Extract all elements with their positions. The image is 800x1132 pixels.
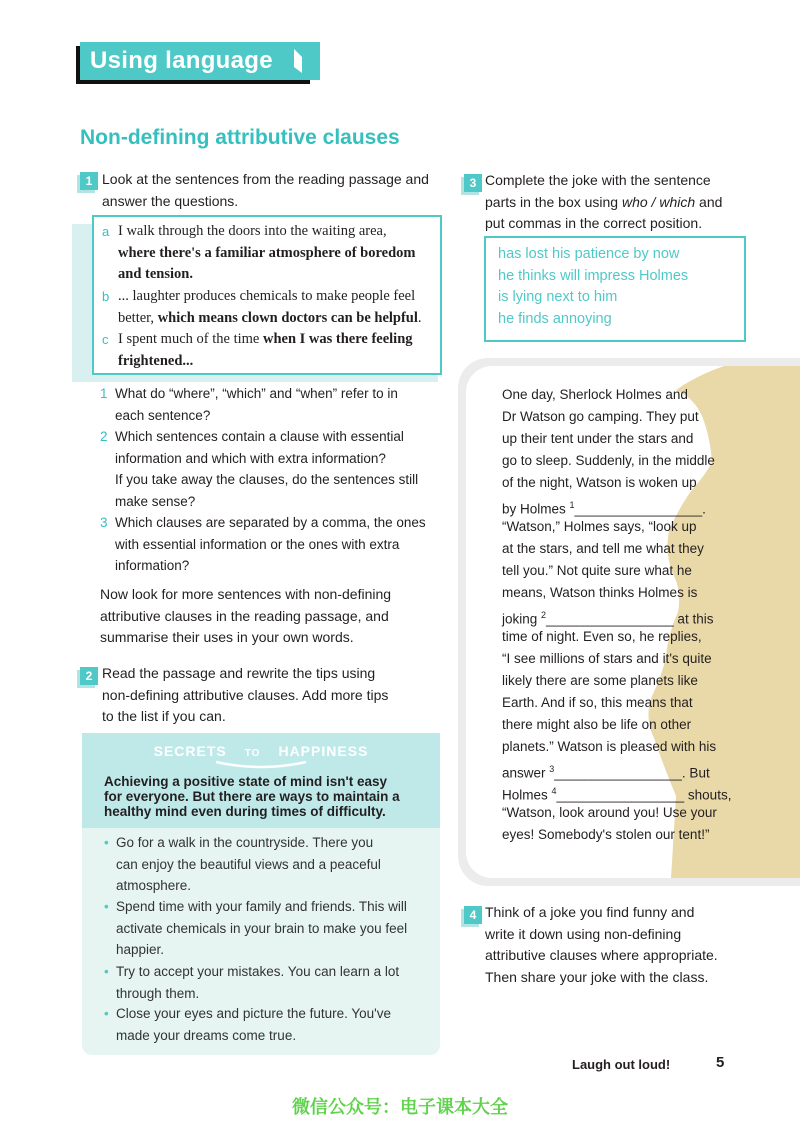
joke-line xyxy=(502,560,692,582)
example-line xyxy=(118,243,424,265)
secrets-header xyxy=(82,733,440,828)
joke-line xyxy=(502,472,697,494)
instruction-line: Read the passage and rewrite the tips using xyxy=(102,665,376,681)
instruction-run: parts in the box using xyxy=(485,193,622,210)
example-line xyxy=(118,308,424,330)
joke-line xyxy=(502,648,712,670)
joke-text-run: joking xyxy=(502,611,542,627)
example-sentence xyxy=(104,329,424,372)
followup-line: summarise their uses in your own words. xyxy=(100,629,354,645)
joke-text-run: go to sleep. Suddenly, in the middle xyxy=(502,453,715,468)
followup-line: attributive clauses in the reading passage, and xyxy=(100,607,389,624)
joke-line xyxy=(502,714,691,736)
question-line: make sense? xyxy=(115,493,196,509)
question-item xyxy=(100,512,430,577)
example-body xyxy=(118,329,424,372)
secrets-intro-line: for everyone. But there are ways to maintain a xyxy=(104,789,400,804)
sentence-part: he thinks will impress Holmes xyxy=(498,267,689,284)
joke-text-run: means, Watson thinks Holmes is xyxy=(502,585,698,600)
tip-line: Close your eyes and picture the future. You've xyxy=(116,1006,392,1021)
joke-line xyxy=(502,736,716,758)
answer-blank: _________________ at this xyxy=(546,611,714,627)
secrets-title xyxy=(82,743,440,759)
joke-text-run: Holmes xyxy=(502,787,552,803)
instruction-line: attributive clauses where appropriate. xyxy=(485,947,718,963)
question-number: 3 xyxy=(100,515,108,530)
instruction-line: answer the questions. xyxy=(102,192,239,209)
smile-curve-icon xyxy=(214,760,308,770)
bullet-icon: • xyxy=(104,1006,109,1021)
bullet-icon: • xyxy=(104,835,109,850)
joke-line xyxy=(502,626,702,648)
example-line xyxy=(118,286,424,308)
bullet-icon: • xyxy=(104,964,109,979)
instruction-line: non-defining attributive clauses. Add more tips xyxy=(102,686,389,703)
gap-number: 2 xyxy=(541,610,547,620)
joke-line xyxy=(502,384,688,406)
instruction-line: Think of a joke you find funny and xyxy=(485,904,695,920)
example-run: ... laughter produces chemicals to make people feel xyxy=(118,288,416,304)
section-banner xyxy=(76,42,320,84)
exercise-1-followup xyxy=(100,584,440,649)
question-line: If you take away the clauses, do the sentences still xyxy=(115,472,419,487)
section-title: Non-defining attributive clauses xyxy=(80,126,400,149)
example-bold: and tension. xyxy=(118,266,193,282)
instruction-line: Then share your joke with the class. xyxy=(485,968,709,985)
exercise-2-number xyxy=(80,667,98,685)
example-line xyxy=(118,264,424,286)
question-line: information and which with extra information? xyxy=(115,450,386,466)
exercise-2-instruction xyxy=(102,663,442,728)
exercise-number-badge: 4 xyxy=(464,906,482,924)
secrets-intro-line: healthy mind even during times of difficulty. xyxy=(104,804,386,819)
banner-label: Using language xyxy=(90,47,273,74)
joke-line xyxy=(502,450,715,472)
gap-number: 4 xyxy=(551,786,557,796)
secrets-title-left: SECRETS xyxy=(153,743,227,759)
sentence-part: he finds annoying xyxy=(498,310,612,327)
joke-text-run: Earth. And if so, this means that xyxy=(502,695,693,710)
joke-text-run: time of night. Even so, he replies, xyxy=(502,629,702,644)
example-run: better, xyxy=(118,309,158,326)
joke-line xyxy=(502,406,699,428)
joke-text-run: up their tent under the stars and xyxy=(502,431,694,446)
example-body xyxy=(118,221,424,286)
question-line: What do “where”, “which” and “when” refer to in xyxy=(115,386,398,401)
tip-item xyxy=(104,832,424,897)
joke-text-run: eyes! Somebody's stolen our tent!” xyxy=(502,827,710,842)
tip-text xyxy=(116,832,424,897)
gap-number: 1 xyxy=(569,500,575,510)
followup-line: Now look for more sentences with non-defining xyxy=(100,586,392,602)
question-line: information? xyxy=(115,558,190,573)
tip-line: can enjoy the beautiful views and a peaceful xyxy=(116,856,381,872)
question-number: 2 xyxy=(100,429,108,444)
wechat-watermark-text: 微信公众号：电子课本大全 xyxy=(292,1097,508,1117)
example-line xyxy=(118,221,424,243)
joke-text-run: tell you.” Not quite sure what he xyxy=(502,563,692,578)
example-sentences-box xyxy=(92,215,442,375)
answer-blank: _________________ shouts, xyxy=(556,787,732,803)
secrets-intro-line: Achieving a positive state of mind isn't easy xyxy=(104,774,388,789)
tip-item xyxy=(104,1003,424,1046)
gap-number: 3 xyxy=(549,764,555,774)
tip-line: made your dreams come true. xyxy=(116,1027,297,1043)
question-text xyxy=(115,383,430,426)
instruction-line: to the list if you can. xyxy=(102,708,226,724)
joke-text-run: “I see millions of stars and it's quite xyxy=(502,651,712,666)
joke-line xyxy=(502,824,709,846)
instruction-run: and xyxy=(695,193,723,210)
joke-line xyxy=(502,516,697,538)
joke-line xyxy=(502,802,717,824)
tip-line: Go for a walk in the countryside. There you xyxy=(116,835,374,850)
tip-line: atmosphere. xyxy=(116,878,192,893)
sentence-part: is lying next to him xyxy=(498,289,618,305)
question-line: each sentence? xyxy=(115,407,211,423)
exercise-3-number xyxy=(464,174,482,192)
banner-flag-icon xyxy=(292,49,304,73)
instruction-run: put commas in the correct position. xyxy=(485,215,703,231)
exercise-4-number xyxy=(464,906,482,924)
question-item xyxy=(100,383,430,426)
question-line: with essential information or the ones with extra xyxy=(115,536,400,552)
instruction-line: write it down using non-defining xyxy=(485,925,682,942)
example-sentence xyxy=(104,221,424,286)
joke-text-run: answer xyxy=(502,765,550,781)
secrets-to-happiness-panel xyxy=(82,733,440,1055)
question-line: Which clauses are separated by a comma, the ones xyxy=(115,515,426,530)
joke-text-run: by Holmes xyxy=(502,501,570,517)
example-run: I walk through the doors into the waiting area, xyxy=(118,223,387,239)
exercise-1-instruction xyxy=(102,169,442,212)
tip-item xyxy=(104,896,424,961)
joke-text-run: planets.” Watson is pleased with his xyxy=(502,739,717,754)
exercise-1-number xyxy=(80,172,98,190)
example-body xyxy=(118,286,424,329)
question-number: 1 xyxy=(100,386,108,401)
instruction-line xyxy=(485,170,765,192)
secrets-intro xyxy=(104,774,424,819)
exercise-number-badge: 1 xyxy=(80,172,98,190)
joke-text-run: likely there are some planets like xyxy=(502,673,698,688)
tip-text xyxy=(116,1003,424,1046)
tip-line: Try to accept your mistakes. You can learn a lot xyxy=(116,964,400,979)
sentence-part: has lost his patience by now xyxy=(498,246,680,262)
footer-unit-title: Laugh out loud! xyxy=(572,1057,671,1072)
tip-line: Spend time with your family and friends. This will xyxy=(116,899,407,914)
example-run: . xyxy=(417,309,422,326)
exercise-4-instruction xyxy=(485,902,765,988)
example-bold: which means clown doctors can be helpful xyxy=(157,309,418,326)
joke-line xyxy=(502,428,693,450)
joke-card xyxy=(466,366,800,878)
joke-text-run: One day, Sherlock Holmes and xyxy=(502,387,688,402)
question-text xyxy=(115,426,430,512)
bullet-icon: • xyxy=(104,899,109,914)
example-line xyxy=(118,351,424,373)
example-letter: a xyxy=(102,224,110,239)
example-bold: when I was there feeling xyxy=(262,331,413,347)
instruction-italic: who / which xyxy=(621,193,696,210)
tip-text xyxy=(116,896,424,961)
answer-blank: _________________. But xyxy=(554,765,710,781)
answer-blank: _________________. xyxy=(574,501,706,517)
tip-line: happier. xyxy=(116,942,165,957)
instruction-run: Complete the joke with the sentence xyxy=(485,172,711,188)
example-bold: where there's a familiar atmosphere of boredom xyxy=(118,244,416,261)
page-number: 5 xyxy=(716,1054,725,1071)
joke-text-run: “Watson,” Holmes says, “look up xyxy=(502,519,697,534)
joke-text-run: “Watson, look around you! Use your xyxy=(502,805,717,820)
question-line: Which sentences contain a clause with essential xyxy=(115,429,404,444)
joke-line xyxy=(502,582,697,604)
banner-box xyxy=(80,42,320,80)
tip-item xyxy=(104,961,424,1004)
exercise-number-badge: 3 xyxy=(464,174,482,192)
question-item xyxy=(100,426,430,512)
question-text xyxy=(115,512,430,577)
joke-text-run: there might also be life on other xyxy=(502,717,692,732)
instruction-line xyxy=(485,192,765,214)
tip-text xyxy=(116,961,424,1004)
sentence-parts-box xyxy=(484,236,746,342)
secrets-title-right: HAPPINESS xyxy=(278,743,369,759)
tip-line: through them. xyxy=(116,985,200,1001)
example-line xyxy=(118,329,424,351)
joke-line xyxy=(502,692,693,714)
secrets-title-mid: TO xyxy=(244,748,261,759)
example-letter: c xyxy=(102,332,109,347)
exercise-3-instruction xyxy=(485,170,765,235)
example-run: I spent much of the time xyxy=(118,331,263,347)
example-sentence xyxy=(104,286,424,329)
instruction-line xyxy=(485,213,765,235)
joke-text-run: Dr Watson go camping. They put xyxy=(502,409,699,424)
example-letter: b xyxy=(102,289,110,304)
instruction-line: Look at the sentences from the reading passage and xyxy=(102,171,429,187)
joke-line xyxy=(502,670,698,692)
tip-line: activate chemicals in your brain to make you feel xyxy=(116,920,408,936)
example-bold: frightened... xyxy=(118,352,194,369)
joke-line xyxy=(502,538,704,560)
exercise-number-badge: 2 xyxy=(80,667,98,685)
joke-text-run: of the night, Watson is woken up xyxy=(502,475,697,490)
joke-text-run: at the stars, and tell me what they xyxy=(502,541,704,556)
